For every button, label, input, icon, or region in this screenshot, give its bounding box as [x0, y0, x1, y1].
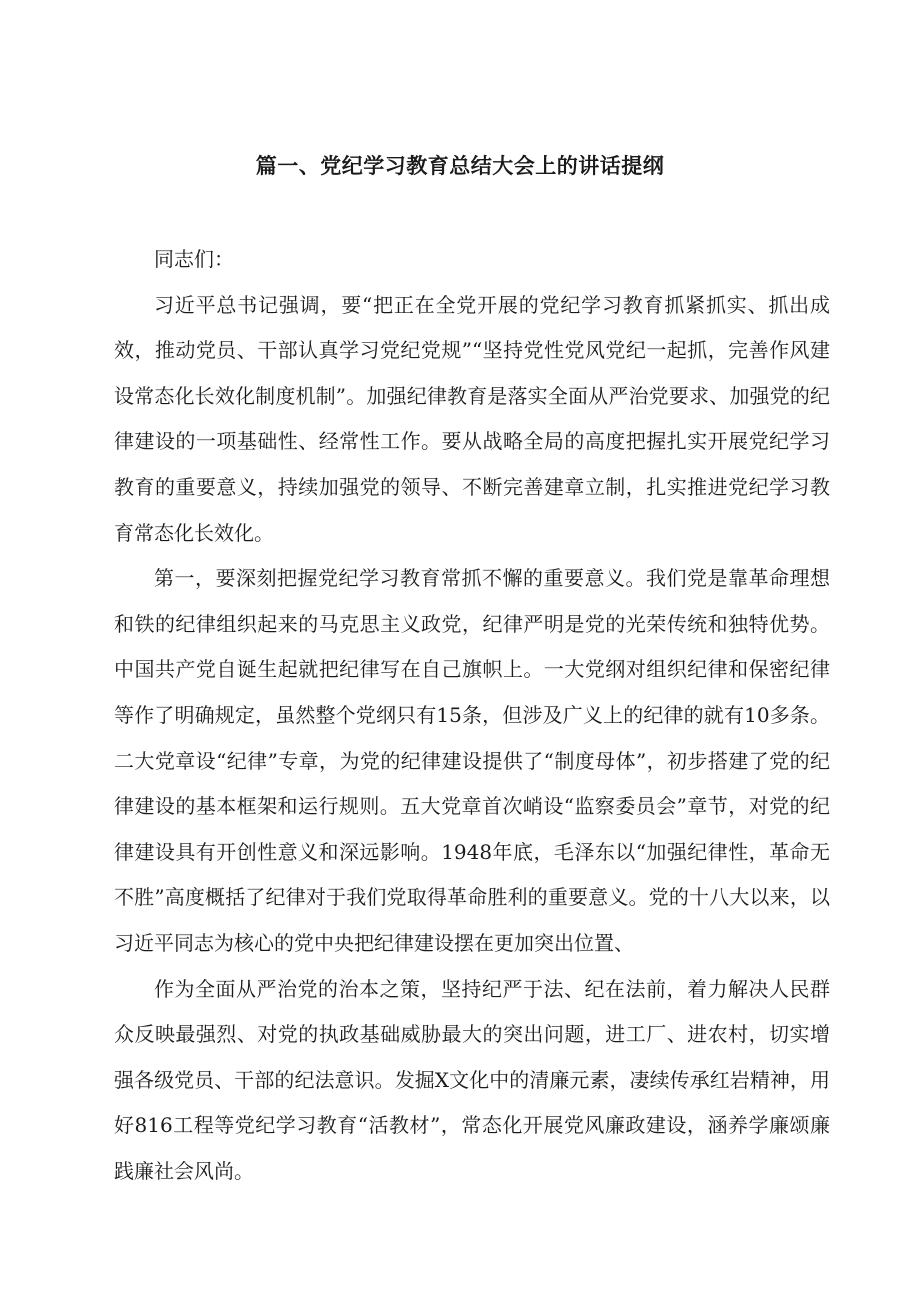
first-point-paragraph: 第一，要深刻把握党纪学习教育常抓不懈的重要意义。我们党是靠革命理想和铁的纪律组织起来的马克思主义政党，纪律严明是党的光荣传统和独特优势。中国共产党自诞生起就把纪律写在自己旗帜上。一大党纲对组织纪律和保密纪律等作了明确规定，虽然整个党纲只有15条，但涉及广义上的纪律的就有10多条。二大党章设“纪律”专章，为党的纪律建设提供了“制度母体”，初步搭建了党的纪律建设的基本框架和运行规则。五大党章首次峭设“监察委员会”章节，对党的纪律建设具有开创性意义和深远影响。1948年底，毛泽东以“加强纪律性，革命无不胜”高度概括了纪律对于我们党取得革命胜利的重要意义。党的十八大以来，以习近平同志为核心的党中央把纪律建设摆在更加突出位置、: [114, 566, 830, 955]
continuation-paragraph: 作为全面从严治党的治本之策，坚持纪严于法、纪在法前，着力解决人民群众反映最强烈、对党的执政基础威胁最大的突出问题，进工厂、进农村，切实增强各级党员、干部的纪法意识。发掘X文化中的清廉元素，凄续传承红岩精神，用好816工程等党纪学习教育“活教材”，常态化开展党风廉政建设，涵养学廉颂廉践廉社会风尚。: [114, 976, 830, 1183]
document-title: 篇一、党纪学习教育总结大会上的讲话提纲: [255, 154, 665, 178]
intro-paragraph: 习近平总书记强调，要“把正在全党开展的党纪学习教育抓紧抓实、抓出成效，推动党员、干部认真学习党纪党规”“坚持党性党风党纪一起抓，完善作风建设常态化长效化制度机制”。加强纪律教育是落实全面从严治党要求、加强党的纪律建设的一项基础性、经常性工作。要从战略全局的高度把握扎实开展党纪学习教育的重要意义，持续加强党的领导、不断完善建章立制，扎实推进党纪学习教育常态化长效化。: [114, 292, 830, 545]
salutation-paragraph: 同志们：: [154, 247, 234, 271]
document-body: [114, 237, 830, 1194]
